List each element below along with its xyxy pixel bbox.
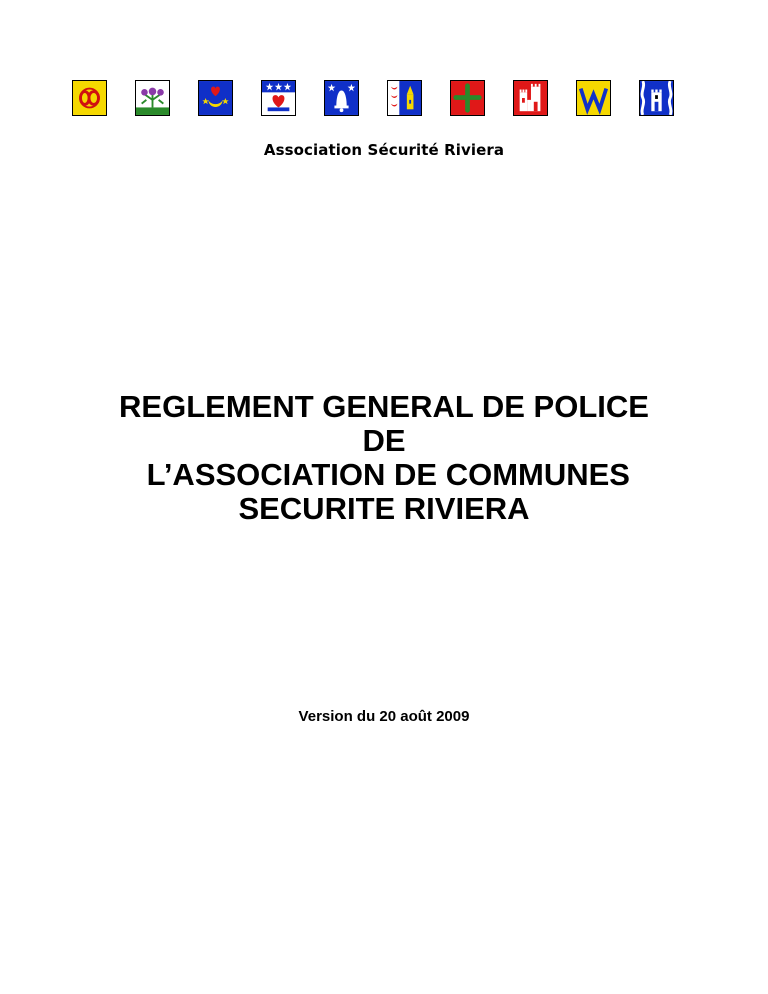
crest-cross-icon [450,80,485,116]
crest-heart-moon-icon [198,80,233,116]
title-line-4: SECURITE RIVIERA [238,491,530,526]
crest-stars-heart-icon [261,80,296,116]
crest-bell-icon [324,80,359,116]
title-line-1: REGLEMENT GENERAL DE POLICE [119,389,649,424]
crest-w-icon [576,80,611,116]
crest-row [72,80,674,118]
crest-thistle-icon [135,80,170,116]
association-name: Association Sécurité Riviera [263,141,505,159]
crest-knot-icon [72,80,107,116]
title-line-3: L’ASSOCIATION DE COMMUNES [137,457,630,492]
crest-tower-icon [387,80,422,116]
title-line-2: DE [362,423,406,458]
document-title [0,390,768,526]
crest-wavy-tower-icon [639,80,674,116]
version-date: Version du 20 août 2009 [298,708,470,725]
crest-castle-icon [513,80,548,116]
